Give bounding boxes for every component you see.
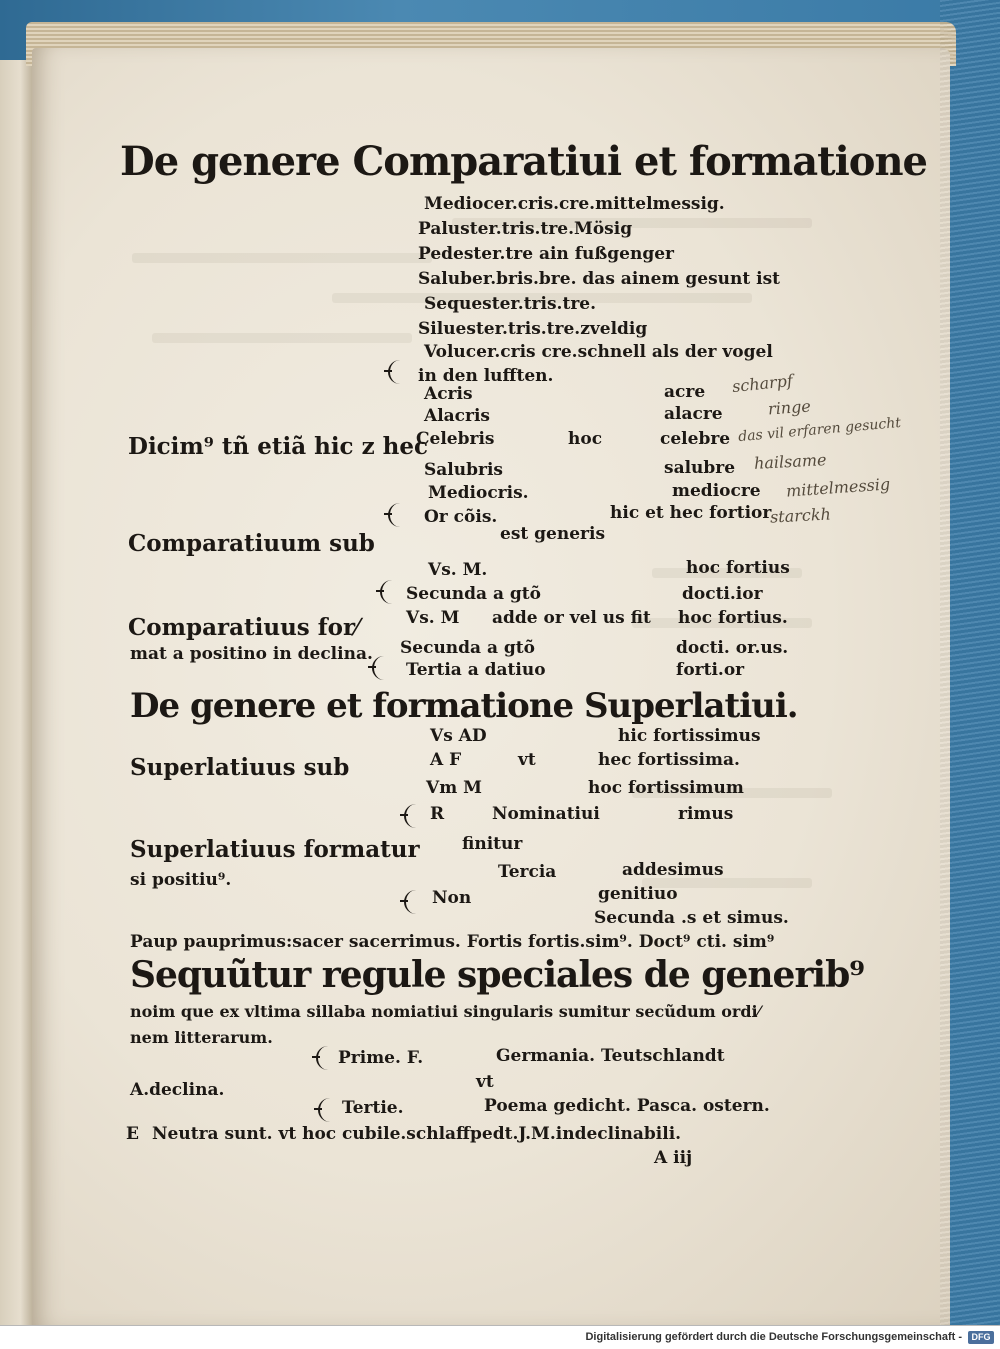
list-item: Vs. M: [406, 608, 460, 628]
rimus: rimus: [678, 804, 734, 824]
bracket-mark: [404, 804, 422, 828]
handwritten-note: hailsame: [753, 450, 827, 473]
list-item: Mediocer.cris.cre.mittelmessig.: [424, 194, 725, 214]
list-item: Celebris: [416, 429, 495, 449]
e-label: E: [126, 1124, 139, 1144]
prime-f: Prime. F.: [338, 1048, 424, 1068]
list-item: in den lufften.: [418, 366, 554, 386]
non-label: Non: [432, 888, 472, 908]
bracket-mark: [388, 360, 406, 384]
list-item: Secunda a gtõ: [406, 584, 541, 604]
vt-label: vt: [518, 750, 536, 770]
list-item: hoc fortius.: [678, 608, 788, 628]
list-item: hec fortissima.: [598, 750, 740, 770]
handwritten-note: scharpf: [731, 370, 794, 397]
list-item: celebre: [660, 429, 731, 449]
hoc-label: hoc: [568, 429, 603, 449]
list-item: acre: [664, 382, 706, 402]
bracket-mark: [388, 503, 406, 527]
heading-superlative: De genere et formatione Superlatiui.: [130, 686, 798, 726]
rules-line2: nem litterarum.: [130, 1028, 273, 1047]
vt-label-2: vt: [476, 1072, 494, 1092]
list-item: hoc fortius: [686, 558, 790, 578]
neutra: Neutra sunt. vt hoc cubile.schlaffpedt.J.M.indeclinabili.: [152, 1124, 682, 1144]
r-label: R: [430, 804, 445, 824]
superlatiuus-formatur: Superlatiuus formatur: [130, 836, 420, 863]
addesimus: addesimus: [622, 860, 724, 880]
list-item: docti.ior: [682, 584, 763, 604]
signature: A iij: [654, 1148, 693, 1168]
secunda-s: Secunda .s et simus.: [594, 908, 789, 928]
nominatiui: Nominatiui: [492, 804, 600, 824]
list-item: Or cõis.: [424, 507, 498, 527]
list-item: hic et hec fortior: [610, 503, 772, 523]
list-item: Vs AD: [430, 726, 487, 746]
finitur: finitur: [462, 834, 523, 854]
handwritten-note: ringe: [767, 396, 812, 419]
rules-line1: noim que ex vltima sillaba nomiatiui singularis sumitur secũdum ordi⁄: [130, 1002, 761, 1021]
list-item: docti. or.us.: [676, 638, 789, 658]
list-item: Secunda a gtõ: [400, 638, 535, 658]
si-positiuo: si positiu⁹.: [130, 870, 232, 890]
book-page: [32, 48, 950, 1325]
poema: Poema gedicht. Pasca. ostern.: [484, 1096, 770, 1116]
list-item: Vs. M.: [428, 560, 488, 580]
list-item: salubre: [664, 458, 736, 478]
list-item: Acris: [424, 384, 473, 404]
adde-text: adde or vel us fit: [492, 608, 651, 628]
superlatiuus-sub: Superlatiuus sub: [130, 754, 350, 781]
footer-bar: [0, 1325, 1000, 1349]
list-item: Salubris: [424, 460, 503, 480]
heading-rules: Sequũtur regule speciales de generib⁹: [130, 954, 865, 996]
heading-comparative: De genere Comparatiui et formatione: [120, 138, 927, 185]
list-item: hic fortissimus: [618, 726, 761, 746]
list-item: Pedester.tre ain fußgenger: [418, 244, 675, 264]
list-item: Alacris: [424, 406, 490, 426]
list-item: mediocre: [672, 481, 761, 501]
list-item: forti.or: [676, 660, 745, 680]
footer-credit: Digitalisierung gefördert durch die Deutsche Forschungsgemeinschaft -: [585, 1331, 962, 1343]
bracket-mark: [372, 656, 390, 680]
dicimus-label: Dicim⁹ tñ etiã hic z hec: [128, 433, 428, 460]
list-item: Siluester.tris.tre.zveldig: [418, 319, 648, 339]
a-declina: A.declina.: [130, 1080, 225, 1100]
bracket-mark: [380, 580, 398, 604]
list-item: Tertia a datiuo: [406, 660, 546, 680]
list-item: Mediocris.: [428, 483, 529, 503]
handwritten-note: starckh: [769, 504, 832, 527]
handwritten-note: das vil erfaren gesucht: [737, 414, 902, 446]
list-item: Saluber.bris.bre. das ainem gesunt ist: [418, 269, 781, 289]
paup-line: Paup pauprimus:sacer sacerrimus. Fortis fortis.sim⁹. Doct⁹ cti. sim⁹: [130, 932, 775, 952]
tercia: Tercia: [498, 862, 557, 882]
list-item: Paluster.tris.tre.Mösig: [418, 219, 633, 239]
dfg-logo-icon: DFG: [968, 1331, 994, 1344]
est-generis: est generis: [500, 524, 606, 544]
comparatiuum-sub: Comparatiuum sub: [128, 530, 375, 557]
formatur-cont: mat a positino in declina.: [130, 644, 373, 664]
list-item: alacre: [664, 404, 723, 424]
handwritten-note: mittelmessig: [785, 474, 891, 501]
comparatiuus-formatur: Comparatiuus for⁄: [128, 614, 359, 641]
list-item: Vm M: [426, 778, 482, 798]
bracket-mark: [316, 1046, 334, 1070]
list-item: Sequester.tris.tre.: [424, 294, 597, 314]
tertie: Tertie.: [342, 1098, 404, 1118]
germania: Germania. Teutschlandt: [496, 1046, 725, 1066]
left-page-edge: [0, 60, 36, 1325]
genitiuo: genitiuo: [598, 884, 678, 904]
list-item: A F: [430, 750, 462, 770]
bracket-mark: [318, 1098, 336, 1122]
list-item: hoc fortissimum: [588, 778, 744, 798]
list-item: Volucer.cris cre.schnell als der vogel: [424, 342, 773, 362]
bracket-mark: [404, 890, 422, 914]
